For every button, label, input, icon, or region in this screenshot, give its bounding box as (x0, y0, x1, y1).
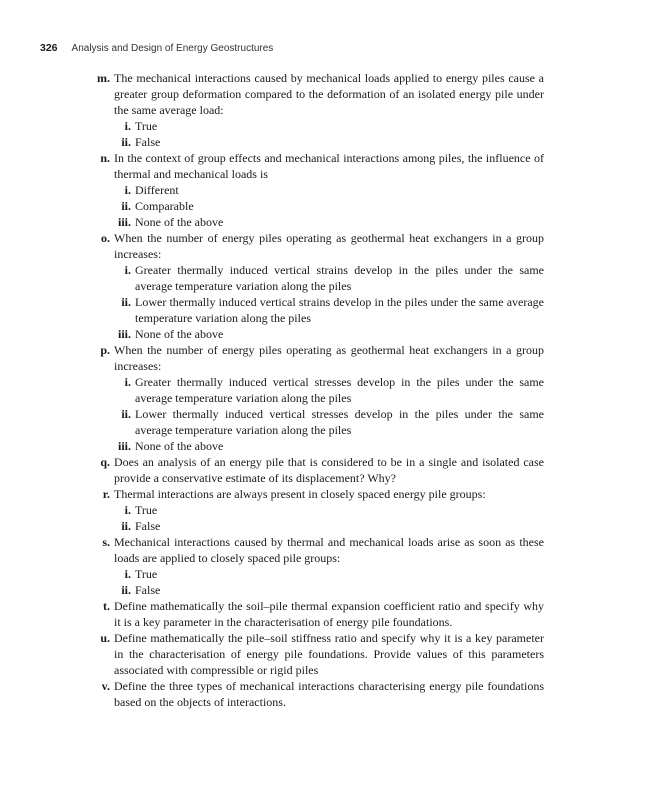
option-number: ii. (121, 519, 131, 533)
option-text: Comparable (135, 199, 194, 213)
option-item (80, 134, 544, 150)
question-letter: r. (102, 487, 110, 501)
option-text: False (135, 583, 161, 597)
page-header (40, 40, 273, 56)
option-number: ii. (121, 295, 131, 309)
option-item (80, 374, 544, 406)
question-item (80, 534, 544, 566)
option-item (80, 326, 544, 342)
option-item (80, 438, 544, 454)
option-item (80, 582, 544, 598)
option-list (80, 182, 544, 230)
page-number: 326 (40, 42, 58, 54)
option-number: i. (124, 567, 131, 581)
question-item (80, 598, 544, 630)
option-number: iii. (117, 439, 131, 453)
question-item (80, 70, 544, 118)
option-text: None of the above (135, 215, 224, 229)
question-text: When the number of energy piles operating as geothermal heat exchangers in a group increases: (114, 343, 544, 373)
question-letter: t. (103, 599, 110, 613)
option-text: True (135, 119, 158, 133)
option-number: i. (124, 263, 131, 277)
option-list (80, 118, 544, 150)
option-item (80, 118, 544, 134)
question-item (80, 342, 544, 374)
question-list (80, 70, 544, 710)
option-item (80, 566, 544, 582)
option-number: ii. (121, 583, 131, 597)
question-text: The mechanical interactions caused by mechanical loads applied to energy piles cause a greater group deformation compared to the deformation of an isolated energy pile under the same average load: (114, 71, 544, 117)
question-item (80, 454, 544, 486)
question-letter: v. (101, 679, 110, 693)
question-text: Does an analysis of an energy pile that is considered to be in a single and isolated case provide a conservative estimate of its displacement? Why? (114, 455, 544, 485)
option-text: False (135, 135, 161, 149)
option-text: Different (135, 183, 179, 197)
question-text: Thermal interactions are always present in closely spaced energy pile groups: (114, 487, 486, 501)
option-number: ii. (121, 407, 131, 421)
option-item (80, 294, 544, 326)
option-text: None of the above (135, 327, 224, 341)
option-number: iii. (117, 327, 131, 341)
option-text: False (135, 519, 161, 533)
option-item (80, 502, 544, 518)
option-list (80, 566, 544, 598)
option-item (80, 406, 544, 438)
question-letter: o. (101, 231, 110, 245)
option-list (80, 374, 544, 454)
option-number: ii. (121, 135, 131, 149)
option-number: iii. (117, 215, 131, 229)
option-text: None of the above (135, 439, 224, 453)
question-text: When the number of energy piles operating as geothermal heat exchangers in a group increases: (114, 231, 544, 261)
option-item (80, 214, 544, 230)
question-letter: u. (100, 631, 110, 645)
option-item (80, 262, 544, 294)
option-list (80, 502, 544, 534)
option-text: True (135, 567, 158, 581)
option-text: Lower thermally induced vertical strains develop in the piles under the same average temperature variation along the piles (135, 295, 544, 325)
option-item (80, 198, 544, 214)
option-number: i. (124, 375, 131, 389)
option-number: i. (124, 183, 131, 197)
option-text: Greater thermally induced vertical strains develop in the piles under the same average temperature variation along the piles (135, 263, 544, 293)
option-item (80, 518, 544, 534)
option-item (80, 182, 544, 198)
question-text: Define mathematically the pile–soil stiffness ratio and specify why it is a key parameter in the characterisation of energy pile foundations. Provide values of this parameters associated with compressible or rigid piles (114, 631, 544, 677)
question-letter: m. (97, 71, 110, 85)
question-letter: n. (100, 151, 110, 165)
question-item (80, 150, 544, 182)
question-text: Define mathematically the soil–pile thermal expansion coefficient ratio and specify why it is a key parameter in the characterisation of energy pile foundations. (114, 599, 544, 629)
option-number: ii. (121, 199, 131, 213)
question-letter: p. (100, 343, 110, 357)
option-list (80, 262, 544, 342)
question-item (80, 678, 544, 710)
question-text: Define the three types of mechanical interactions characterising energy pile foundations based on the objects of interactions. (114, 679, 544, 709)
question-letter: q. (100, 455, 110, 469)
question-item (80, 230, 544, 262)
question-item (80, 630, 544, 678)
option-text: Lower thermally induced vertical stresses develop in the piles under the same average temperature variation along the piles (135, 407, 544, 437)
option-number: i. (124, 503, 131, 517)
option-text: Greater thermally induced vertical stresses develop in the piles under the same average temperature variation along the piles (135, 375, 544, 405)
question-text: Mechanical interactions caused by thermal and mechanical loads arise as soon as these loads are applied to closely spaced pile groups: (114, 535, 544, 565)
option-text: True (135, 503, 158, 517)
option-number: i. (124, 119, 131, 133)
running-title: Analysis and Design of Energy Geostructures (71, 43, 274, 54)
question-text: In the context of group effects and mechanical interactions among piles, the influence of thermal and mechanical loads is (114, 151, 544, 181)
question-letter: s. (102, 535, 110, 549)
question-item (80, 486, 544, 502)
